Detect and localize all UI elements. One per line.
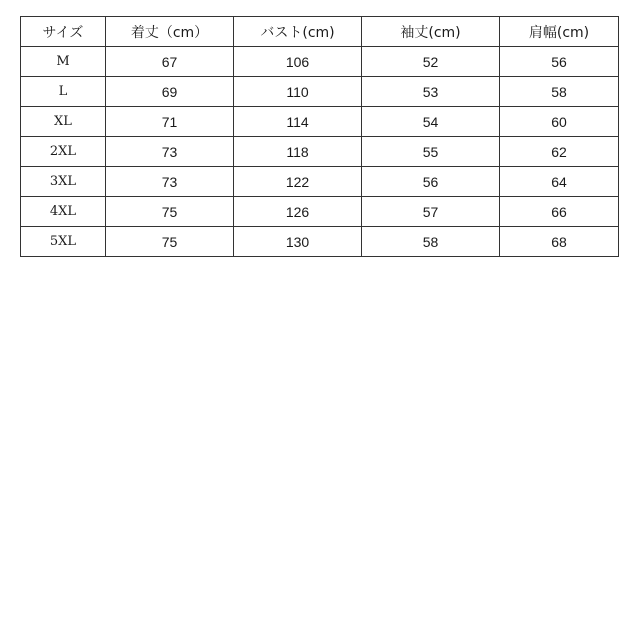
table-header-row [21,17,619,47]
cell-length: 73 [106,137,234,167]
size-chart-table [20,16,619,257]
table-row [21,47,619,77]
cell-size: 3XL [21,167,106,197]
cell-length: 75 [106,197,234,227]
cell-sleeve: 53 [362,77,500,107]
cell-size: L [21,77,106,107]
header-sleeve: 袖丈(cm) [362,17,500,47]
cell-sleeve: 55 [362,137,500,167]
cell-bust: 126 [234,197,362,227]
table-row [21,227,619,257]
cell-bust: 110 [234,77,362,107]
cell-shoulder: 62 [500,137,619,167]
cell-sleeve: 56 [362,167,500,197]
cell-size: 4XL [21,197,106,227]
header-shoulder: 肩幅(cm) [500,17,619,47]
cell-length: 67 [106,47,234,77]
cell-sleeve: 58 [362,227,500,257]
cell-sleeve: 57 [362,197,500,227]
cell-size: M [21,47,106,77]
cell-bust: 122 [234,167,362,197]
cell-shoulder: 56 [500,47,619,77]
cell-shoulder: 64 [500,167,619,197]
cell-bust: 106 [234,47,362,77]
cell-size: XL [21,107,106,137]
cell-bust: 130 [234,227,362,257]
cell-size: 2XL [21,137,106,167]
cell-length: 75 [106,227,234,257]
cell-shoulder: 60 [500,107,619,137]
cell-length: 71 [106,107,234,137]
table-row [21,107,619,137]
table-row [21,137,619,167]
cell-length: 69 [106,77,234,107]
table-row [21,197,619,227]
header-bust: バスト(cm) [234,17,362,47]
header-size: サイズ [21,17,106,47]
cell-shoulder: 66 [500,197,619,227]
cell-shoulder: 68 [500,227,619,257]
table-row [21,77,619,107]
cell-shoulder: 58 [500,77,619,107]
cell-size: 5XL [21,227,106,257]
cell-sleeve: 52 [362,47,500,77]
cell-sleeve: 54 [362,107,500,137]
table-row [21,167,619,197]
header-length: 着丈（cm） [106,17,234,47]
cell-length: 73 [106,167,234,197]
cell-bust: 118 [234,137,362,167]
cell-bust: 114 [234,107,362,137]
